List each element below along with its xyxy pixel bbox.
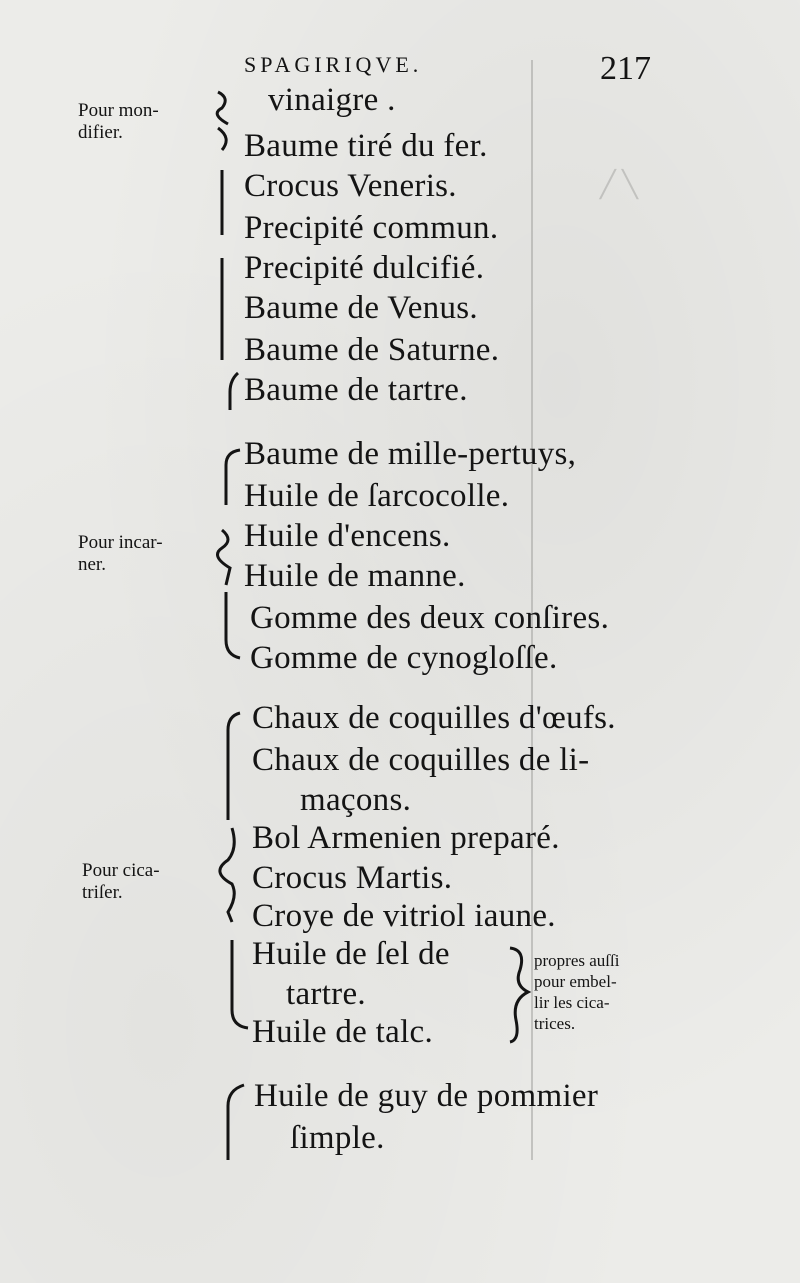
list-item: vinaigre . <box>268 82 396 118</box>
list-item: Bol Armenien preparé. <box>252 820 560 856</box>
list-item: Huile de guy de pommier <box>254 1078 599 1114</box>
margin-note-line: Pour incar- <box>78 532 163 553</box>
running-title: SPAGIRIQVE. <box>244 52 423 77</box>
list-item: Gomme de cynogloſſe. <box>250 640 558 676</box>
list-item: Crocus Veneris. <box>244 168 457 204</box>
side-note <box>534 950 619 1034</box>
list-item: tartre. <box>286 976 366 1012</box>
margin-note-2 <box>78 532 163 576</box>
section-1-curl <box>217 92 228 150</box>
section-4-brace <box>228 1085 244 1160</box>
page-number: 217 <box>600 50 651 87</box>
list-item: Crocus Martis. <box>252 860 453 896</box>
section-2-brace <box>218 450 241 658</box>
margin-note-1 <box>78 100 159 144</box>
list-item: Huile de ſarcocolle. <box>244 478 510 514</box>
list-item: Chaux de coquilles d'œufs. <box>252 700 616 736</box>
list-item: Huile d'encens. <box>244 518 451 554</box>
list-item: Baume de tartre. <box>244 372 468 408</box>
section-3-brace <box>220 713 248 1028</box>
side-note-brace <box>510 948 528 1042</box>
list-item: ſimple. <box>290 1120 385 1156</box>
list-item: Baume de mille-pertuys, <box>244 436 577 472</box>
list-item: Huile de manne. <box>244 558 466 594</box>
margin-note-3 <box>82 860 160 904</box>
margin-note-line: ner. <box>78 554 106 575</box>
list-item: Croye de vitriol iaune. <box>252 898 556 934</box>
list-item: Baume de Saturne. <box>244 332 500 368</box>
side-note-line: pour embel- <box>534 972 617 991</box>
bleed-through-mark: ╱ ╲ <box>600 170 638 199</box>
list-item: Huile de talc. <box>252 1014 434 1050</box>
margin-note-line: triſer. <box>82 882 123 903</box>
margin-note-line: difier. <box>78 122 123 143</box>
side-note-line: propres auſſi <box>534 951 620 970</box>
side-note-line: trices. <box>534 1014 576 1033</box>
list-item: Baume de Venus. <box>244 290 478 326</box>
section-1-brace <box>222 170 238 410</box>
list-item: Baume tiré du fer. <box>244 128 488 164</box>
list-item: Precipité dulcifié. <box>244 250 485 286</box>
side-note-line: lir les cica- <box>534 993 610 1012</box>
list-item: maçons. <box>300 782 412 818</box>
margin-note-line: Pour cica- <box>82 860 160 881</box>
margin-note-line: Pour mon- <box>78 100 159 121</box>
list-item: Precipité commun. <box>244 210 499 246</box>
list-item: Gomme des deux conſires. <box>250 600 610 636</box>
list-item: Huile de ſel de <box>252 936 450 972</box>
list-item: Chaux de coquilles de li- <box>252 742 590 778</box>
